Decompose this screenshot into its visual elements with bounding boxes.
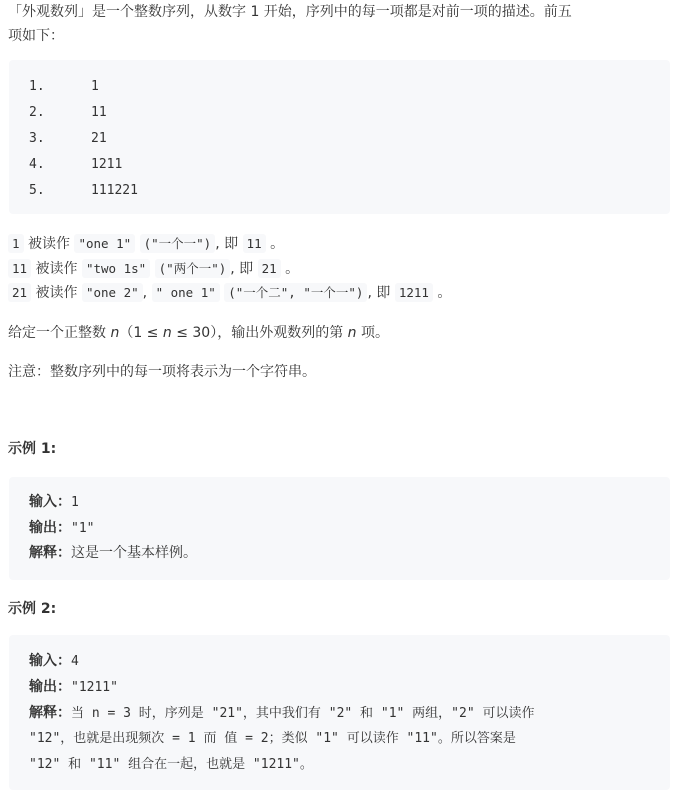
output-label: 输出： xyxy=(29,679,71,695)
example-2-explain-3 xyxy=(29,752,313,778)
task-n-2: n xyxy=(162,325,172,341)
intro-line-2: 项如下： xyxy=(8,28,64,44)
sequence-index: 5. xyxy=(29,183,45,198)
read-chinese: ("两个一") xyxy=(155,259,231,278)
read-end: 。 xyxy=(270,236,285,252)
sequence-row xyxy=(29,178,138,204)
example-2-explain-2 xyxy=(29,726,516,752)
task-post: ≤ 30），输出外观数列的第 xyxy=(171,325,348,341)
explain-line-2: "12"，也就是出现频次 = 1 而 值 = 2；类似 "1" 可以读作 "11"。所以答案是 xyxy=(29,731,516,746)
term-code: 21 xyxy=(8,283,31,302)
read-line-2 xyxy=(8,257,299,281)
example-2-output xyxy=(29,674,118,700)
example-2-block xyxy=(9,635,670,790)
task-pre: 给定一个正整数 xyxy=(8,325,111,341)
sequence-value: 111221 xyxy=(91,183,138,198)
read-comma: , xyxy=(142,285,148,301)
sequence-row xyxy=(29,100,107,126)
read-end: 。 xyxy=(285,261,300,277)
sequence-row xyxy=(29,152,122,178)
result-code: 1211 xyxy=(395,283,433,302)
sequence-value: 1 xyxy=(91,79,99,94)
term-code: 1 xyxy=(8,234,24,253)
example-1-input xyxy=(29,489,79,515)
task-n: n xyxy=(110,325,120,341)
intro-line-1: 「外观数列」是一个整数序列，从数字 1 开始，序列中的每一项都是对前一项的描述。前五 xyxy=(8,4,572,20)
read-ie: , 即 xyxy=(230,261,254,277)
sequence-value: 1211 xyxy=(91,157,123,172)
task-n-3: n xyxy=(347,325,357,341)
explain-line-1: 当 n = 3 时，序列是 "21"，其中我们有 "2" 和 "1" 两组，"2" 可以读作 xyxy=(71,706,535,721)
input-label: 输入： xyxy=(29,653,71,669)
example-2-input xyxy=(29,648,79,674)
read-line-1 xyxy=(8,232,284,256)
result-code: 11 xyxy=(243,234,266,253)
note-text: 注意：整数序列中的每一项将表示为一个字符串。 xyxy=(8,364,316,380)
explain-line-3: "12" 和 "11" 组合在一起，也就是 "1211"。 xyxy=(29,757,313,772)
output-label: 输出： xyxy=(29,520,71,536)
sequence-row xyxy=(29,126,107,152)
read-chinese: ("一个二", "一个一") xyxy=(224,283,367,302)
read-line-3 xyxy=(8,281,451,305)
sequence-index: 4. xyxy=(29,157,45,172)
read-ie: , 即 xyxy=(215,236,239,252)
sequence-index: 2. xyxy=(29,105,45,120)
explain-value: 这是一个基本样例。 xyxy=(71,545,197,561)
explain-label: 解释： xyxy=(29,705,71,721)
output-value: "1211" xyxy=(71,680,118,695)
input-label: 输入： xyxy=(29,494,71,510)
result-code: 21 xyxy=(258,259,281,278)
example-1-output xyxy=(29,515,94,541)
read-english-2: " one 1" xyxy=(152,283,220,302)
read-verb: 被读作 xyxy=(35,285,78,301)
read-english: "one 2" xyxy=(82,283,143,302)
read-verb: 被读作 xyxy=(27,236,70,252)
explain-label: 解释： xyxy=(29,545,71,561)
term-code: 11 xyxy=(8,259,31,278)
example-2-explain-1 xyxy=(29,700,535,726)
example-1-explain xyxy=(29,540,197,566)
example-1-block xyxy=(9,477,670,580)
read-end: 。 xyxy=(437,285,452,301)
sequence-index: 3. xyxy=(29,131,45,146)
read-verb: 被读作 xyxy=(35,261,78,277)
sequence-index: 1. xyxy=(29,79,45,94)
sequence-value: 11 xyxy=(91,105,107,120)
example-1-heading: 示例 1: xyxy=(8,441,57,457)
read-english: "one 1" xyxy=(74,234,135,253)
input-value: 1 xyxy=(71,495,79,510)
read-chinese: ("一个一") xyxy=(140,234,216,253)
example-2-heading: 示例 2: xyxy=(8,601,57,617)
read-english: "two 1s" xyxy=(82,259,150,278)
task-end: 项。 xyxy=(356,325,389,341)
task-statement xyxy=(8,321,389,345)
task-mid: （1 ≤ xyxy=(119,325,163,341)
read-ie: , 即 xyxy=(367,285,391,301)
output-value: "1" xyxy=(71,521,95,536)
sequence-code-block xyxy=(9,60,670,214)
sequence-value: 21 xyxy=(91,131,107,146)
sequence-row xyxy=(29,74,99,100)
input-value: 4 xyxy=(71,654,79,669)
